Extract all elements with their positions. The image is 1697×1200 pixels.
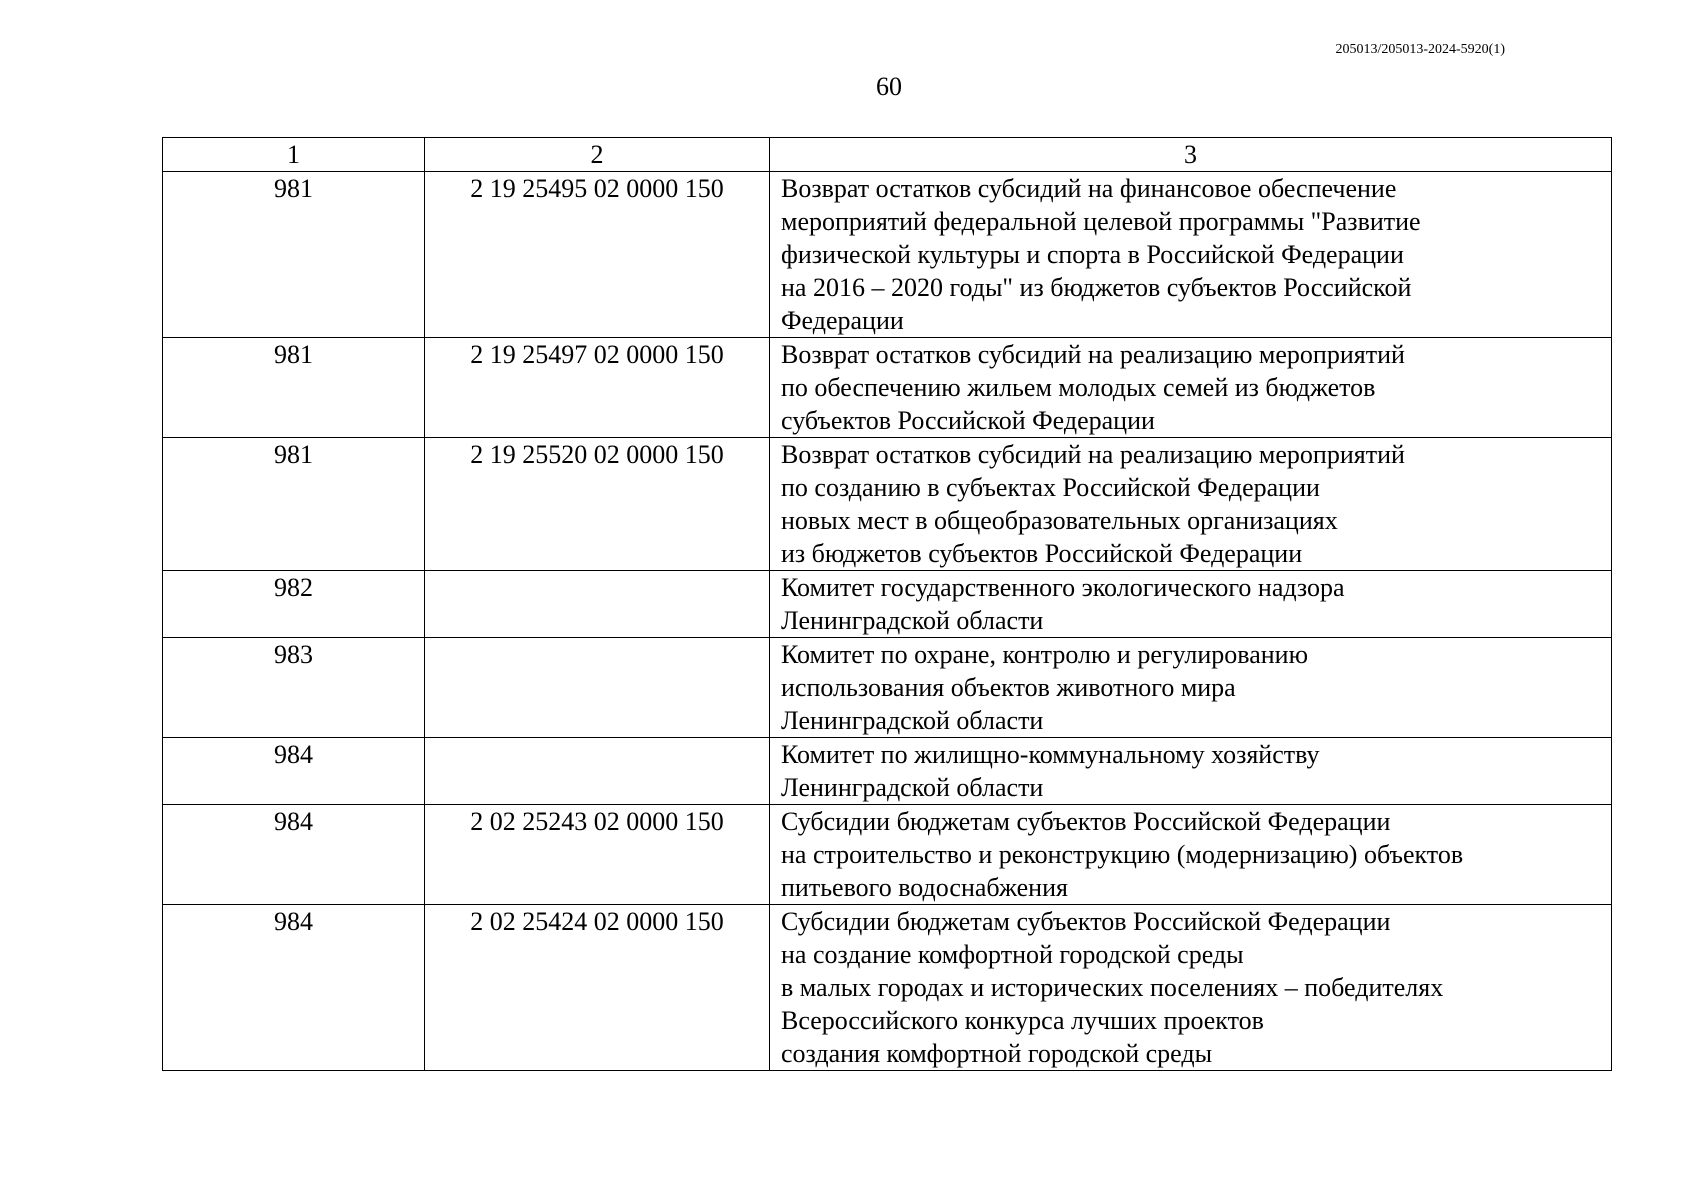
- description-line: Возврат остатков субсидий на финансовое обеспечение: [781, 174, 1397, 203]
- budget-classification-code-cell: 2 02 25243 02 0000 150: [425, 805, 770, 905]
- budget-classification-code-cell: 2 19 25497 02 0000 150: [425, 338, 770, 438]
- budget-classification-code-cell: [425, 571, 770, 638]
- table-row: [163, 805, 1612, 905]
- description-line: Субсидии бюджетам субъектов Российской Федерации: [781, 807, 1391, 836]
- table-row: [163, 571, 1612, 638]
- description-line: по обеспечению жильем молодых семей из бюджетов: [781, 373, 1376, 402]
- description-line: Комитет по охране, контролю и регулированию: [781, 640, 1308, 669]
- description-line: Всероссийского конкурса лучших проектов: [781, 1006, 1264, 1035]
- budget-classification-code-cell: 2 19 25520 02 0000 150: [425, 438, 770, 571]
- budget-codes-table: [162, 137, 1612, 1071]
- description-line: Возврат остатков субсидий на реализацию мероприятий: [781, 340, 1405, 369]
- admin-code-cell: 984: [163, 738, 425, 805]
- admin-code-cell: 984: [163, 805, 425, 905]
- description-line: питьевого водоснабжения: [781, 873, 1068, 902]
- column-header-2: 2: [425, 138, 770, 172]
- budget-classification-code-cell: 2 02 25424 02 0000 150: [425, 905, 770, 1071]
- description-line: Ленинградской области: [781, 606, 1044, 635]
- table-row: [163, 172, 1612, 338]
- header-row: [163, 138, 1612, 172]
- description-line: на строительство и реконструкцию (модернизацию) объектов: [781, 840, 1464, 869]
- description-cell: [770, 172, 1612, 338]
- description-cell: [770, 438, 1612, 571]
- admin-code-cell: 984: [163, 905, 425, 1071]
- table-row: [163, 338, 1612, 438]
- description-line: физической культуры и спорта в Российской Федерации: [781, 240, 1404, 269]
- description-line: на создание комфортной городской среды: [781, 940, 1244, 969]
- admin-code-cell: 982: [163, 571, 425, 638]
- column-header-3: 3: [770, 138, 1612, 172]
- admin-code-cell: 981: [163, 172, 425, 338]
- column-header-1: 1: [163, 138, 425, 172]
- description-line: из бюджетов субъектов Российской Федерации: [781, 539, 1303, 568]
- description-line: новых мест в общеобразовательных организациях: [781, 506, 1338, 535]
- budget-classification-code-cell: [425, 738, 770, 805]
- admin-code-cell: 983: [163, 638, 425, 738]
- admin-code-cell: 981: [163, 338, 425, 438]
- description-cell: [770, 571, 1612, 638]
- description-line: создания комфортной городской среды: [781, 1039, 1213, 1068]
- budget-classification-code-cell: [425, 638, 770, 738]
- table-row: [163, 905, 1612, 1071]
- description-line: Субсидии бюджетам субъектов Российской Федерации: [781, 907, 1391, 936]
- description-line: Ленинградской области: [781, 706, 1044, 735]
- page-number: 60: [876, 72, 902, 101]
- description-cell: [770, 738, 1612, 805]
- description-line: Возврат остатков субсидий на реализацию мероприятий: [781, 440, 1405, 469]
- description-line: в малых городах и исторических поселениях – победителях: [781, 973, 1444, 1002]
- description-line: мероприятий федеральной целевой программы "Развитие: [781, 207, 1421, 236]
- description-line: использования объектов животного мира: [781, 673, 1236, 702]
- table-header: [163, 138, 1612, 172]
- description-cell: [770, 805, 1612, 905]
- table-body: [163, 172, 1612, 1071]
- budget-classification-code-cell: 2 19 25495 02 0000 150: [425, 172, 770, 338]
- table-row: [163, 738, 1612, 805]
- description-line: Комитет по жилищно-коммунальному хозяйству: [781, 740, 1320, 769]
- description-cell: [770, 338, 1612, 438]
- table-row: [163, 638, 1612, 738]
- description-line: на 2016 – 2020 годы" из бюджетов субъектов Российской: [781, 273, 1412, 302]
- admin-code-cell: 981: [163, 438, 425, 571]
- description-line: Комитет государственного экологического надзора: [781, 573, 1345, 602]
- description-line: Федерации: [781, 306, 904, 335]
- description-cell: [770, 638, 1612, 738]
- description-cell: [770, 905, 1612, 1071]
- table-row: [163, 438, 1612, 571]
- description-line: субъектов Российской Федерации: [781, 406, 1155, 435]
- description-line: по созданию в субъектах Российской Федерации: [781, 473, 1320, 502]
- description-line: Ленинградской области: [781, 773, 1044, 802]
- document-id: 205013/205013-2024-5920(1): [1335, 42, 1505, 57]
